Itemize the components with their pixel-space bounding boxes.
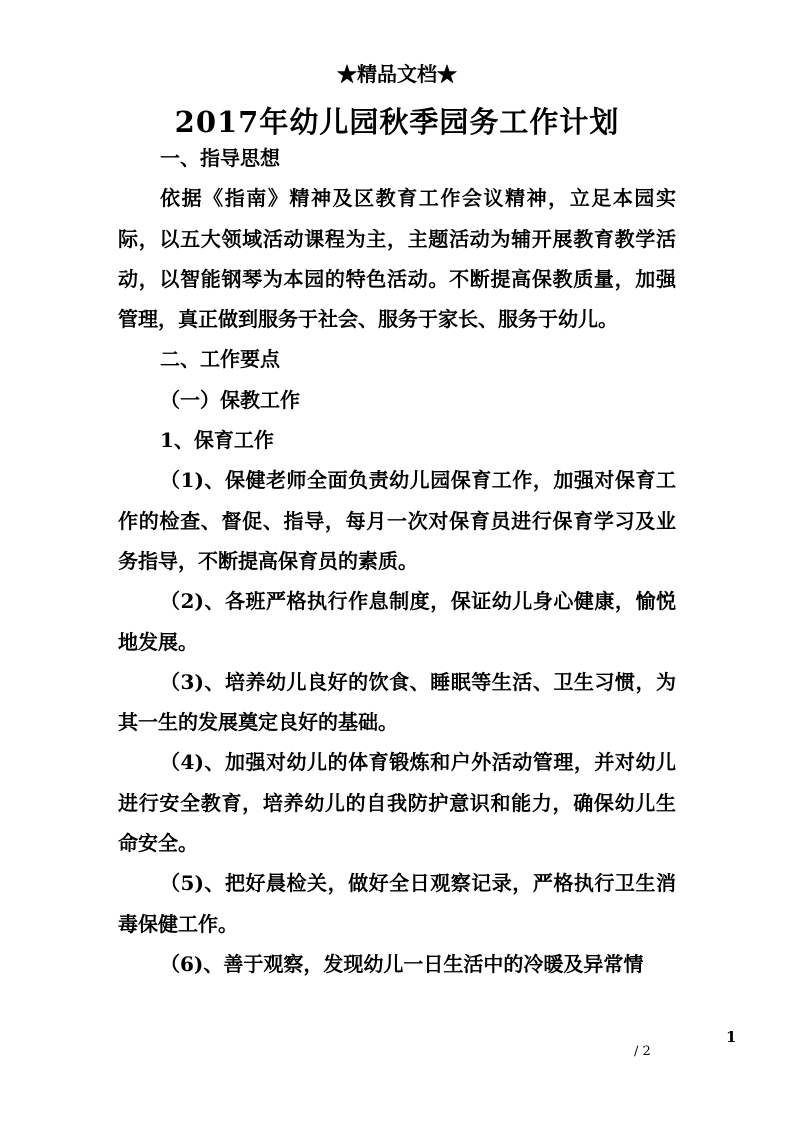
page-total: / 2 [634, 1044, 651, 1059]
paragraph: 1、保育工作 [160, 428, 274, 453]
paragraph: （一）保教工作 [160, 387, 300, 412]
paragraph: （6)、善于观察，发现幼儿一日生活中的冷暖及异常情 [160, 951, 644, 976]
document-body [118, 138, 676, 984]
paragraph: （1)、保健老师全面负责幼儿园保育工作，加强对保育工作的检查、督促、指导，每月一次对保育员进行保育学习及业务指导，不断提高保育员的素质。 [118, 468, 676, 573]
paragraph: 二、工作要点 [160, 347, 280, 372]
document-title: 2017年幼儿园秋季园务工作计划 [174, 105, 620, 139]
paragraph: 一、指导思想 [160, 146, 280, 170]
paragraph: （5)、把好晨检关，做好全日观察记录，严格执行卫生消毒保健工作。 [118, 871, 676, 936]
paragraph: （2)、各班严格执行作息制度，保证幼儿身心健康，愉悦地发展。 [118, 589, 676, 654]
paragraph: （4)、加强对幼儿的体育锻炼和户外活动管理，并对幼儿进行安全教育，培养幼儿的自我防护意识和能力，确保幼儿生命安全。 [118, 750, 676, 856]
page-number: 1 [726, 1028, 737, 1046]
paragraph: 依据《指南》精神及区教育工作会议精神，立足本园实际，以五大领域活动课程为主，主题活动为辅开展教育教学活动，以智能钢琴为本园的特色活动。不断提高保教质量，加强管理，真正做到服务于社会、服务于家长、服务于幼儿。 [118, 186, 676, 332]
paragraph: （3)、培养幼儿良好的饮食、睡眠等生活、卫生习惯，为其一生的发展奠定良好的基础。 [118, 669, 676, 735]
document-header: ★精品文档★ [337, 62, 457, 86]
